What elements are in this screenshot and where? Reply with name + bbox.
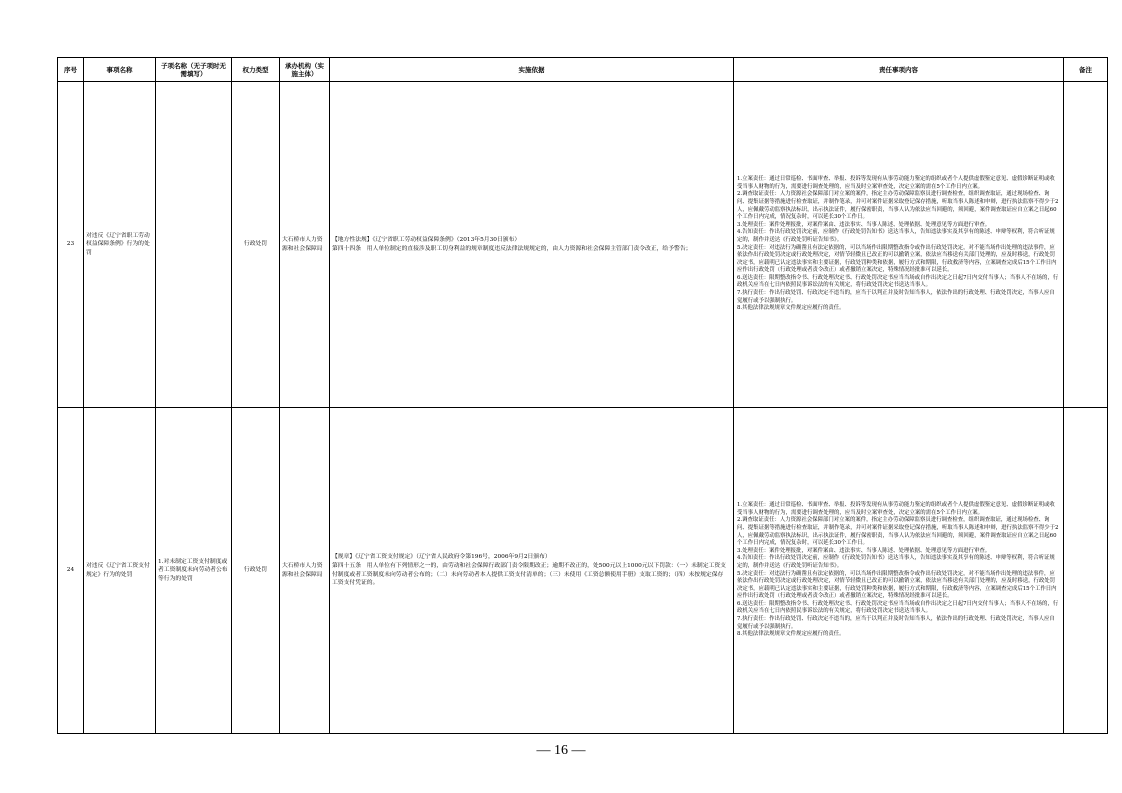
duty-item: 7.执行责任：作出行政处罚、行政决定不违当的，应当于以判正并及时告知当事人，依法作出的行政处理、行政处罚决定，当事人应自觉履行或予以强制执行。 [737,616,1055,630]
duty-item: 1.立案责任：通过日常巡检、书面审查、举报、投诉等发现有从事劳动能力鉴定的组织或者个人提供虚假鉴定意见、虚假诊断证明或收受当事人财物的行为，需要进行调查处理的，应当及时立案审查处，决定立案的需在5个工作日内立案。 [737,502,1055,516]
responsibility-table [57,57,1108,734]
table-row [58,408,1108,734]
header-note: 备注 [1064,58,1108,82]
seq-cell: 24 [58,408,84,734]
subitem-cell [156,82,232,408]
duty-item: 8.其他法律法规规章文件规定应履行的责任。 [737,631,845,638]
power-cell: 行政处罚 [232,82,280,408]
page-number: — 16 — [536,743,586,758]
item-cell: 对违反《辽宁省职工劳动权益保障条例》行为的处罚 [84,82,156,408]
header-row [58,58,1108,82]
duty-item: 6.送达责任：限期整改指令书、行政处理决定书、行政处罚决定书应当当场或自作出决定之日起7日内交付当事人；当事人不在场的，行政机关应当在七日内依照民事诉讼法的有关规定，将行政处罚决定书送达当事人。 [737,274,1059,289]
header-seq: 序号 [58,58,84,82]
duty-item: 3.处理责任：案件处理报批，对案件案由、违法事实、当事人陈述、处理依据、处理意见等方面进行审查。 [737,221,991,228]
duty-item: 2.调查取证责任：人力资源社会保障部门对立案的案件，指定主办劳动保障监察员进行调查检查，组织调查取证，通过现场检查、询问、提集证据等措施进行检查取证，并制作笔录，并可对案件证据采取登记保存措施，听取当事人陈述和申辩，进行执法监察不得少于2人，应佩戴劳动监察执法标识，出示执法证件，履行保密职责，当事人认为依法应当回避的，须回避，案件调查取证应自立案之日起60个工作日内完成，情况复杂时，可以延长30个工作日。 [737,191,1059,221]
basis-text: 【地方性法规】《辽宁省职工劳动权益保障条例》（2013年5月30日颁布） 第四十四条 用人单位制定的直接涉及职工切身利益的规章制度违反法律法规规定的，由人力资源和社会保障主管部门责令改正，给予警告； [332,236,692,252]
duty-item: 5.决定责任：对违法行为确凿且有法定依据的，可以当场作出限期整改指令或作出行政处罚决定，对不能当场作出处理的违法事件，应依法作出行政处罚决定或行政处理决定，对情节轻微且已改正的可以撤销立案，依法应当移送有关部门处理的，应及时移送，行政处罚决定书，应载明已认定违法事实和主要证据，行政处罚种类和依据，履行方式和期限，行政救济等内容，立案调查完成后15个工作日内应作出行政处罚（行政处理或者责令改正）或者撤销立案决定，特殊情况经批准可以延长。 [737,244,1057,274]
duty-item: 3.处理责任：案件处理报批，对案件案由、违法事实、当事人陈述、处理依据、处理意见等方面进行审查。 [737,547,991,554]
note-cell [1064,408,1108,734]
duty-item: 8.其他法律法规规章文件规定应履行的责任。 [737,305,845,312]
note-cell [1064,82,1108,408]
duty-item: 2.调查取证责任：人力资源社会保障部门对立案的案件，指定主办劳动保障监察员进行调查检查，组织调查取证，通过现场检查、询问、提集证据等措施进行检查取证，并制作笔录，并可对案件证据采取登记保存措施，听取当事人陈述和申辩，进行执法监察不得少于2人，应佩戴劳动监察执法标识，出示执法证件，履行保密职责，当事人认为依法应当回避的，须回避，案件调查取证应自立案之日起60个工作日内完成，情况复杂时，可以延长30个工作日。 [737,517,1059,547]
duty-cell [734,82,1064,408]
basis-cell [330,408,734,734]
header-agency: 承办机构（实施主体） [280,58,330,82]
header-basis: 实施依据 [330,58,734,82]
duty-item: 7.执行责任：作出行政处罚、行政决定不违当的，应当于以判正并及时告知当事人，依法作出的行政处理、行政处罚决定，当事人应自觉履行或予以强制执行。 [737,290,1055,304]
subitem-cell: 1.对未制定工资支付制度或者工资制度未向劳动者公布等行为的处罚 [156,408,232,734]
duty-item: 6.送达责任：限期整改指令书、行政处理决定书、行政处罚决定书应当当场或自作出决定之日起7日内交付当事人；当事人不在场的，行政机关应当在七日内依照民事诉讼法的有关规定，将行政处罚决定书送达当事人。 [737,600,1059,615]
header-duty: 责任事项内容 [734,58,1064,82]
seq-cell: 23 [58,82,84,408]
duty-item: 5.决定责任：对违法行为确凿且有法定依据的，可以当场作出限期整改指令或作出行政处罚决定，对不能当场作出处理的违法事件，应依法作出行政处罚决定或行政处理决定，对情节轻微且已改正的可以撤销立案，依法应当移送有关部门处理的，应及时移送，行政处罚决定书，应载明已认定违法事实和主要证据，行政处罚种类和依据，履行方式和期限，行政救济等内容，立案调查完成后15个工作日内应作出行政处罚（行政处理或者责令改正）或者撤销立案决定，特殊情况经批准可以延长。 [737,570,1057,600]
basis-text: 【规章】《辽宁省工资支付规定》（辽宁省人民政府令第196号，2006年9月2日颁布） 第四十五条 用人单位有下列情形之一的，由劳动和社会保障行政部门责令限期改正；逾期不改正的，处500元以上1000元以下罚款：（一）未制定工资支付制度或者工资制度未向劳动者公布的；（二）未向劳动者本人提供工资支付清单的；（三）未使用《工资总额使用手册》支取工资的；（四）未按规定保存工资支付凭证的。 [332,554,726,587]
duty-item: 1.立案责任：通过日常巡检、书面审查、举报、投诉等发现有从事劳动能力鉴定的组织或者个人提供虚假鉴定意见、虚假诊断证明或收受当事人财物的行为，需要进行调查处理的，应当及时立案审查处，决定立案的需在5个工作日内立案。 [737,176,1055,190]
basis-cell [330,82,734,408]
agency-cell: 大石桥市人力资源和社会保障局 [280,82,330,408]
duty-cell [734,408,1064,734]
duty-item: 4.告知责任：作出行政处罚决定前，应制作《行政处罚告知书》送达当事人，告知违法事实及其享有的陈述、申辩等权利，符合听证规定的，制作并送达《行政处罚听证告知书》。 [737,555,1055,569]
item-cell: 对违反《辽宁省工资支付规定》行为的处罚 [84,408,156,734]
agency-cell: 大石桥市人力资源和社会保障局 [280,408,330,734]
power-cell: 行政处罚 [232,408,280,734]
header-power: 权力类型 [232,58,280,82]
header-item: 事项名称 [84,58,156,82]
table-row [58,82,1108,408]
duty-item: 4.告知责任：作出行政处罚决定前，应制作《行政处罚告知书》送达当事人，告知违法事实及其享有的陈述、申辩等权利，符合听证规定的，制作并送达《行政处罚听证告知书》。 [737,229,1055,243]
header-subitem: 子项名称（无子项时无需填写） [156,58,232,82]
